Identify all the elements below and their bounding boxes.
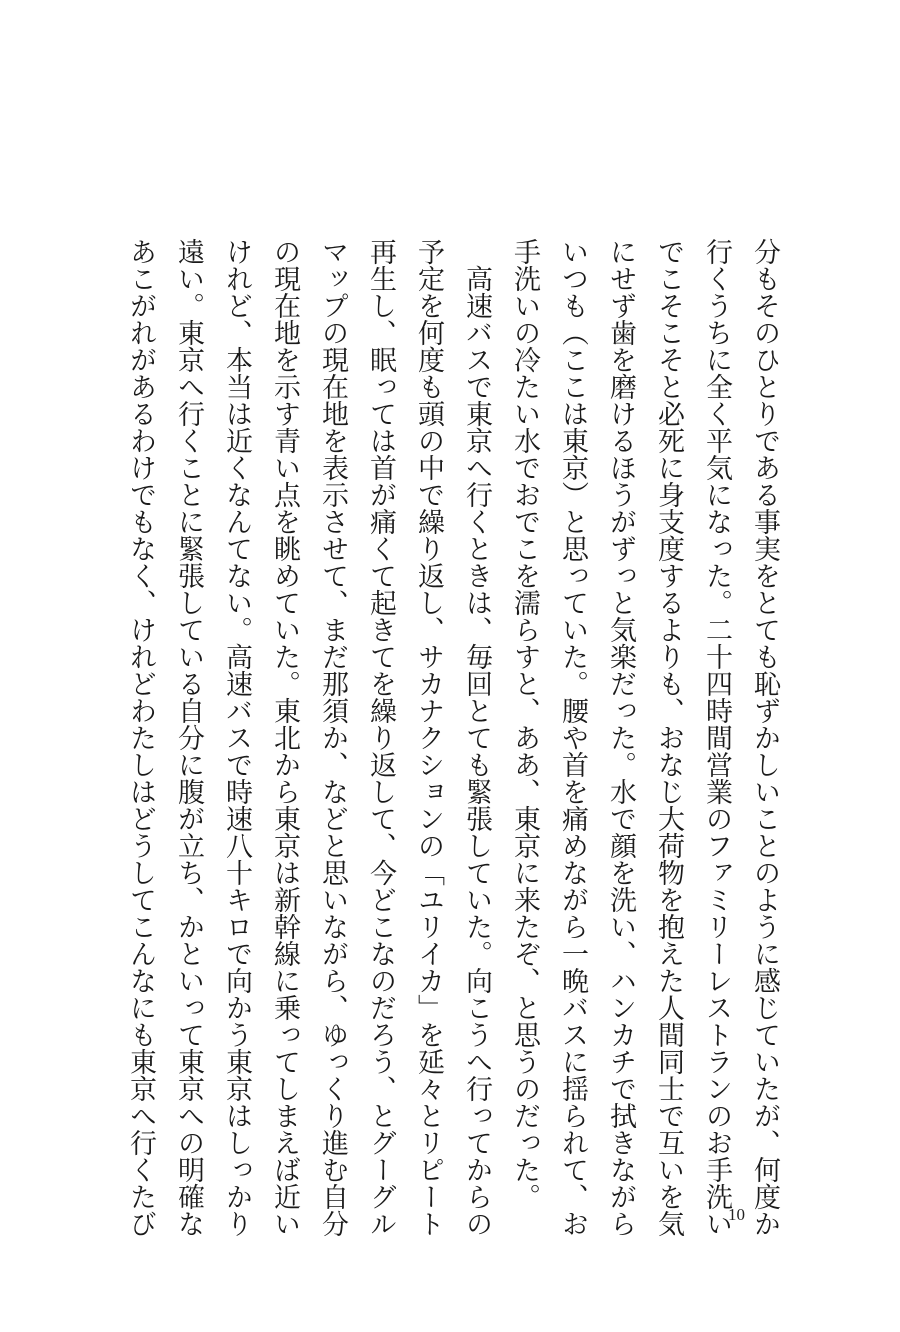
text-line: けれど、本当は近くなんてない。高速バスで時速八十キロで向かう東京はしっかり (221, 238, 252, 1237)
text-line: にせず歯を磨けるほうがずっと気楽だった。水で顔を洗い、ハンカチで拭きながら (605, 238, 636, 1237)
text-line: あこがれがあるわけでもなく、けれどわたしはどうしてこんなにも東京へ行くたび (125, 238, 156, 1237)
text-line: 予定を何度も頭の中で繰り返し、サカナクションの「ユリイカ」を延々とリピート (413, 238, 444, 1237)
text-line: の現在地を示す青い点を眺めていた。東北から東京は新幹線に乗ってしまえば近い (269, 238, 300, 1237)
text-line: 手洗いの冷たい水でおでこを濡らすと、ああ、東京に来たぞ、と思うのだった。 (509, 238, 540, 1210)
text-line: 分もそのひとりである事実をとても恥ずかしいことのように感じていたが、何度か (749, 238, 780, 1237)
text-line: 高速バスで東京へ行くときは、毎回とても緊張していた。向こうへ行ってからの (461, 238, 492, 1237)
page-number: 10 (728, 1205, 745, 1224)
text-line: マップの現在地を表示させて、まだ那須か、などと思いながら、ゆっくり進む自分 (317, 238, 348, 1237)
text-line: 遠い。東京へ行くことに緊張している自分に腹が立ち、かといって東京への明確な (173, 238, 204, 1237)
text-line: 再生し、眠っては首が痛くて起きてを繰り返して、今どこなのだろう、とグーグル (365, 238, 396, 1237)
text-line: 行くうちに全く平気になった。二十四時間営業のファミリーレストランのお手洗い (701, 238, 732, 1237)
text-line: でこそこそと必死に身支度するよりも、おなじ大荷物を抱えた人間同士で互いを気 (653, 238, 684, 1237)
text-line: いつも（ここは東京）と思っていた。腰や首を痛めながら一晩バスに揺られて、お (557, 238, 588, 1237)
